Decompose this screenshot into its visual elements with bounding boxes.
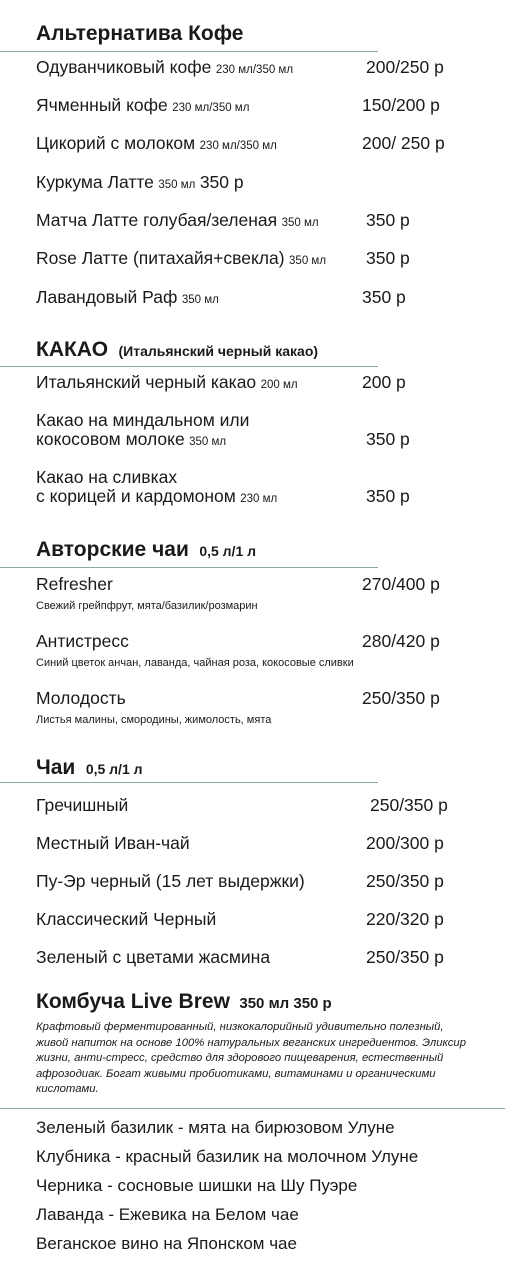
item-name: Куркума Латте xyxy=(36,172,154,192)
section-subtitle: 350 мл 350 р xyxy=(239,995,332,1012)
item-name: Гречишный xyxy=(36,795,129,815)
item-price: 350 р xyxy=(362,287,406,307)
section-title-tea: Чаи xyxy=(36,756,76,779)
section-title-kombucha: Комбуча Live Brew xyxy=(36,990,230,1013)
item-volume: 350 мл xyxy=(289,255,327,267)
item-volume: 350 мл xyxy=(189,436,227,448)
list-item: Клубника - красный базилик на молочном Улуне xyxy=(36,1147,419,1166)
section-title-tea-wrap xyxy=(36,756,143,780)
item-volume: 230 мл/350 мл xyxy=(172,102,250,114)
item-name: Одуванчиковый кофе xyxy=(36,57,212,77)
item-name: Местный Иван-чай xyxy=(36,833,190,853)
item-price: 150/200 р xyxy=(362,95,440,115)
section-divider xyxy=(0,1108,505,1109)
list-item: Черника - сосновые шишки на Шу Пуэре xyxy=(36,1176,358,1195)
item-price: 200/300 р xyxy=(366,833,444,853)
item-price: 200 р xyxy=(362,372,406,392)
item-price: 250/350 р xyxy=(362,688,440,708)
section-title-cacao-wrap xyxy=(36,338,318,362)
item-description: Синий цветок анчан, лаванда, чайная роза, кокосовые сливки xyxy=(36,657,354,669)
section-title-kombucha-wrap xyxy=(36,990,332,1014)
section-divider xyxy=(0,51,378,52)
section-title-alt-coffee: Альтернатива Кофе xyxy=(36,22,244,45)
item-price: 250/350 р xyxy=(370,795,448,815)
item-name-line2: кокосовом молоке xyxy=(36,429,185,449)
list-item: Лаванда - Ежевика на Белом чае xyxy=(36,1205,299,1224)
section-title-author-tea-wrap xyxy=(36,538,256,562)
list-item: Веганское вино на Японском чае xyxy=(36,1234,297,1253)
item-price: 270/400 р xyxy=(362,574,440,594)
item-volume: 350 мл xyxy=(281,217,319,229)
section-title-cacao: КАКАО xyxy=(36,338,109,361)
item-name: Антистресс xyxy=(36,631,129,651)
item-description: Листья малины, смородины, жимолость, мята xyxy=(36,714,272,726)
kombucha-description: Крафтовый ферментированный, низкокалорийный удивительно полезный, живой напиток на основе 100% натуральных веганских ингредиентов. Эликсир жизни, анти-стресс, средство для здорового пищеварения, естественный афрозодиак. Богат живыми пробиотиками, витаминами и органическими кислотами. xyxy=(36,1021,466,1095)
section-title-author-tea: Авторские чаи xyxy=(36,538,189,561)
item-price: 250/350 р xyxy=(366,871,444,891)
item-name: Цикорий с молоком xyxy=(36,133,196,153)
section-subtitle: (Итальянский черный какао) xyxy=(118,343,319,359)
section-subtitle: 0,5 л/1 л xyxy=(85,761,143,777)
item-price: 220/320 р xyxy=(366,909,444,929)
item-name: Молодость xyxy=(36,688,126,708)
item-name: Лавандовый Раф xyxy=(36,287,178,307)
item-price: 350 р xyxy=(366,486,410,506)
item-volume: 230 мл xyxy=(240,493,278,505)
item-description: Свежий грейпфрут, мята/базилик/розмарин xyxy=(36,600,258,612)
item-price: 280/420 р xyxy=(362,631,440,651)
item-volume: 350 мл xyxy=(158,179,196,191)
item-volume: 350 мл xyxy=(181,294,219,306)
item-name: Итальянский черный какао xyxy=(36,372,257,392)
item-volume: 230 мл/350 мл xyxy=(215,64,294,76)
list-item: Зеленый базилик - мята на бирюзовом Улуне xyxy=(36,1118,395,1137)
item-name: Rose Латте (питахайя+свекла) xyxy=(36,248,285,268)
item-name: Матча Латте голубая/зеленая xyxy=(36,210,278,230)
section-divider xyxy=(0,567,378,568)
item-price: 250/350 р xyxy=(366,947,444,967)
item-name: Какао на сливках xyxy=(36,467,178,487)
item-name: Ячменный кофе xyxy=(36,95,168,115)
item-name: Классический Черный xyxy=(36,909,217,929)
item-name: Пу-Эр черный (15 лет выдержки) xyxy=(36,871,305,891)
item-price: 350 р xyxy=(366,210,410,230)
item-price: 350 р xyxy=(199,172,244,192)
item-volume: 230 мл/350 мл xyxy=(199,140,277,152)
section-subtitle: 0,5 л/1 л xyxy=(199,543,257,559)
item-name: Какао на миндальном или xyxy=(36,410,250,430)
item-volume: 200 мл xyxy=(260,379,298,391)
item-price: 200/250 р xyxy=(366,57,444,77)
section-divider xyxy=(0,366,378,367)
item-name: Refresher xyxy=(36,574,113,594)
item-price: 350 р xyxy=(366,248,410,268)
item-name: Зеленый с цветами жасмина xyxy=(36,947,271,967)
item-price: 200/ 250 р xyxy=(362,133,445,153)
section-divider xyxy=(0,782,378,783)
item-price: 350 р xyxy=(366,429,410,449)
item-name-line2: с корицей и кардомоном xyxy=(36,486,236,506)
